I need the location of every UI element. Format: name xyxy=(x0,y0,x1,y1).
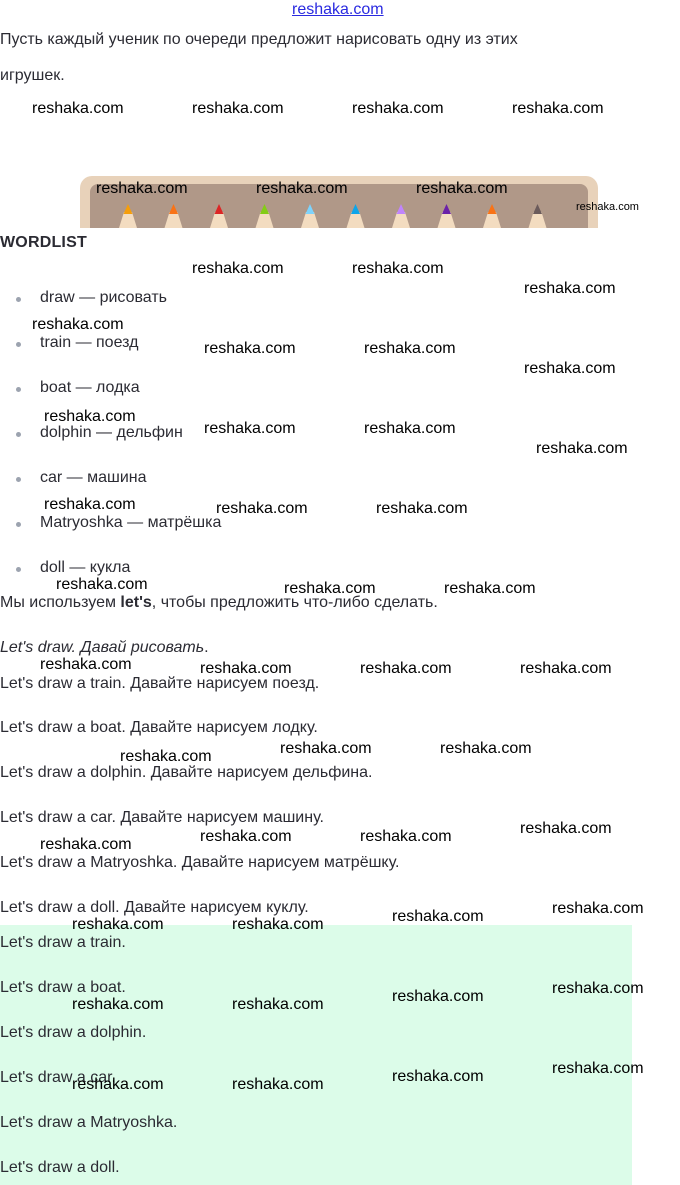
watermark: reshaka.com xyxy=(200,828,292,845)
pencil-icon xyxy=(210,204,228,228)
wordlist-item-matryoshka: Matryoshka — матрёшка xyxy=(40,514,222,531)
pencil-icon xyxy=(165,204,183,228)
answer-matryoshka: Let's draw a Matryoshka. xyxy=(0,1114,178,1131)
watermark: reshaka.com xyxy=(552,900,644,917)
bullet-icon xyxy=(16,477,21,482)
watermark: reshaka.com xyxy=(192,100,284,117)
pencil-icon xyxy=(119,204,137,228)
answer-dolphin: Let's draw a dolphin. xyxy=(0,1024,147,1041)
watermark: reshaka.com xyxy=(72,916,164,933)
bullet-icon xyxy=(16,297,21,302)
site-link[interactable]: reshaka.com xyxy=(292,1,384,18)
watermark: reshaka.com xyxy=(56,576,148,593)
watermark: reshaka.com xyxy=(520,820,612,837)
bullet-icon xyxy=(16,387,21,392)
watermark: reshaka.com xyxy=(536,440,628,457)
sentence-boat: Let's draw a boat. Давайте нарисуем лодку. xyxy=(0,719,318,736)
wordlist-item-doll: doll — кукла xyxy=(40,559,131,576)
watermark: reshaka.com xyxy=(44,496,136,513)
watermark: reshaka.com xyxy=(72,996,164,1013)
watermark: reshaka.com xyxy=(524,360,616,377)
intro-line-2: игрушек. xyxy=(0,67,65,84)
pencil-icon xyxy=(301,204,319,228)
bullet-icon xyxy=(16,522,21,527)
pencil-icon xyxy=(438,204,456,228)
example-text xyxy=(0,639,209,657)
sentence-dolphin: Let's draw a dolphin. Давайте нарисуем дельфина. xyxy=(0,764,373,781)
bullet-icon xyxy=(16,567,21,572)
watermark: reshaka.com xyxy=(44,408,136,425)
watermark: reshaka.com xyxy=(40,836,132,853)
answer-train: Let's draw a train. xyxy=(0,934,126,951)
bullet-icon xyxy=(16,432,21,437)
example-italic: Let's draw. Давай рисовать xyxy=(0,639,205,656)
watermark: reshaka.com xyxy=(280,740,372,757)
pencil-icon xyxy=(347,204,365,228)
pencil-icon xyxy=(529,204,547,228)
wordlist-item-dolphin: dolphin — дельфин xyxy=(40,424,183,441)
sentence-doll: Let's draw a doll. Давайте нарисуем куклу. xyxy=(0,899,309,916)
pencil-icon xyxy=(483,204,501,228)
sentence-car: Let's draw a car. Давайте нарисуем машину. xyxy=(0,809,324,826)
answer-boat: Let's draw a boat. xyxy=(0,979,126,996)
watermark: reshaka.com xyxy=(232,1076,324,1093)
explanation-bold: let's xyxy=(120,594,152,611)
watermark: reshaka.com xyxy=(40,656,132,673)
sentence-matryoshka: Let's draw a Matryoshka. Давайте нарисуем матрёшку. xyxy=(0,854,400,871)
watermark: reshaka.com xyxy=(96,180,188,197)
watermark: reshaka.com xyxy=(360,828,452,845)
watermark: reshaka.com xyxy=(576,201,639,213)
intro-line-1: Пусть каждый ученик по очереди предложит нарисовать одну из этих xyxy=(0,31,518,48)
watermark: reshaka.com xyxy=(360,660,452,677)
watermark: reshaka.com xyxy=(512,100,604,117)
watermark: reshaka.com xyxy=(284,580,376,597)
watermark: reshaka.com xyxy=(232,916,324,933)
watermark: reshaka.com xyxy=(232,996,324,1013)
sentence-train: Let's draw a train. Давайте нарисуем поезд. xyxy=(0,675,320,692)
watermark: reshaka.com xyxy=(32,100,124,117)
answer-car: Let's draw a car. xyxy=(0,1069,116,1086)
watermark: reshaka.com xyxy=(376,500,468,517)
watermark: reshaka.com xyxy=(392,908,484,925)
answer-box xyxy=(0,925,632,1185)
watermark: reshaka.com xyxy=(352,260,444,277)
explanation-after: , чтобы предложить что-либо сделать. xyxy=(151,594,438,611)
watermark: reshaka.com xyxy=(216,500,308,517)
watermark: reshaka.com xyxy=(364,340,456,357)
watermark: reshaka.com xyxy=(524,280,616,297)
watermark: reshaka.com xyxy=(520,660,612,677)
wordlist-item-car: car — машина xyxy=(40,469,147,486)
watermark: reshaka.com xyxy=(200,660,292,677)
watermark: reshaka.com xyxy=(392,1068,484,1085)
watermark: reshaka.com xyxy=(552,980,644,997)
wordlist-item-train: train — поезд xyxy=(40,334,139,351)
watermark: reshaka.com xyxy=(192,260,284,277)
explanation-before: Мы используем xyxy=(0,594,121,611)
wordlist-item-boat: boat — лодка xyxy=(40,379,140,396)
watermark: reshaka.com xyxy=(364,420,456,437)
example-dot: . xyxy=(204,639,209,656)
watermark: reshaka.com xyxy=(120,748,212,765)
wordlist-item-draw: draw — рисовать xyxy=(40,289,168,306)
watermark: reshaka.com xyxy=(32,316,124,333)
pencil-icon xyxy=(256,204,274,228)
answer-doll: Let's draw a doll. xyxy=(0,1159,120,1176)
watermark: reshaka.com xyxy=(204,340,296,357)
watermark: reshaka.com xyxy=(416,180,508,197)
watermark: reshaka.com xyxy=(256,180,348,197)
watermark: reshaka.com xyxy=(444,580,536,597)
watermark: reshaka.com xyxy=(440,740,532,757)
watermark: reshaka.com xyxy=(392,988,484,1005)
watermark: reshaka.com xyxy=(352,100,444,117)
watermark: reshaka.com xyxy=(72,1076,164,1093)
bullet-icon xyxy=(16,342,21,347)
watermark: reshaka.com xyxy=(204,420,296,437)
pencil-icon xyxy=(392,204,410,228)
wordlist-title: WORDLIST xyxy=(0,234,87,251)
watermark: reshaka.com xyxy=(552,1060,644,1077)
